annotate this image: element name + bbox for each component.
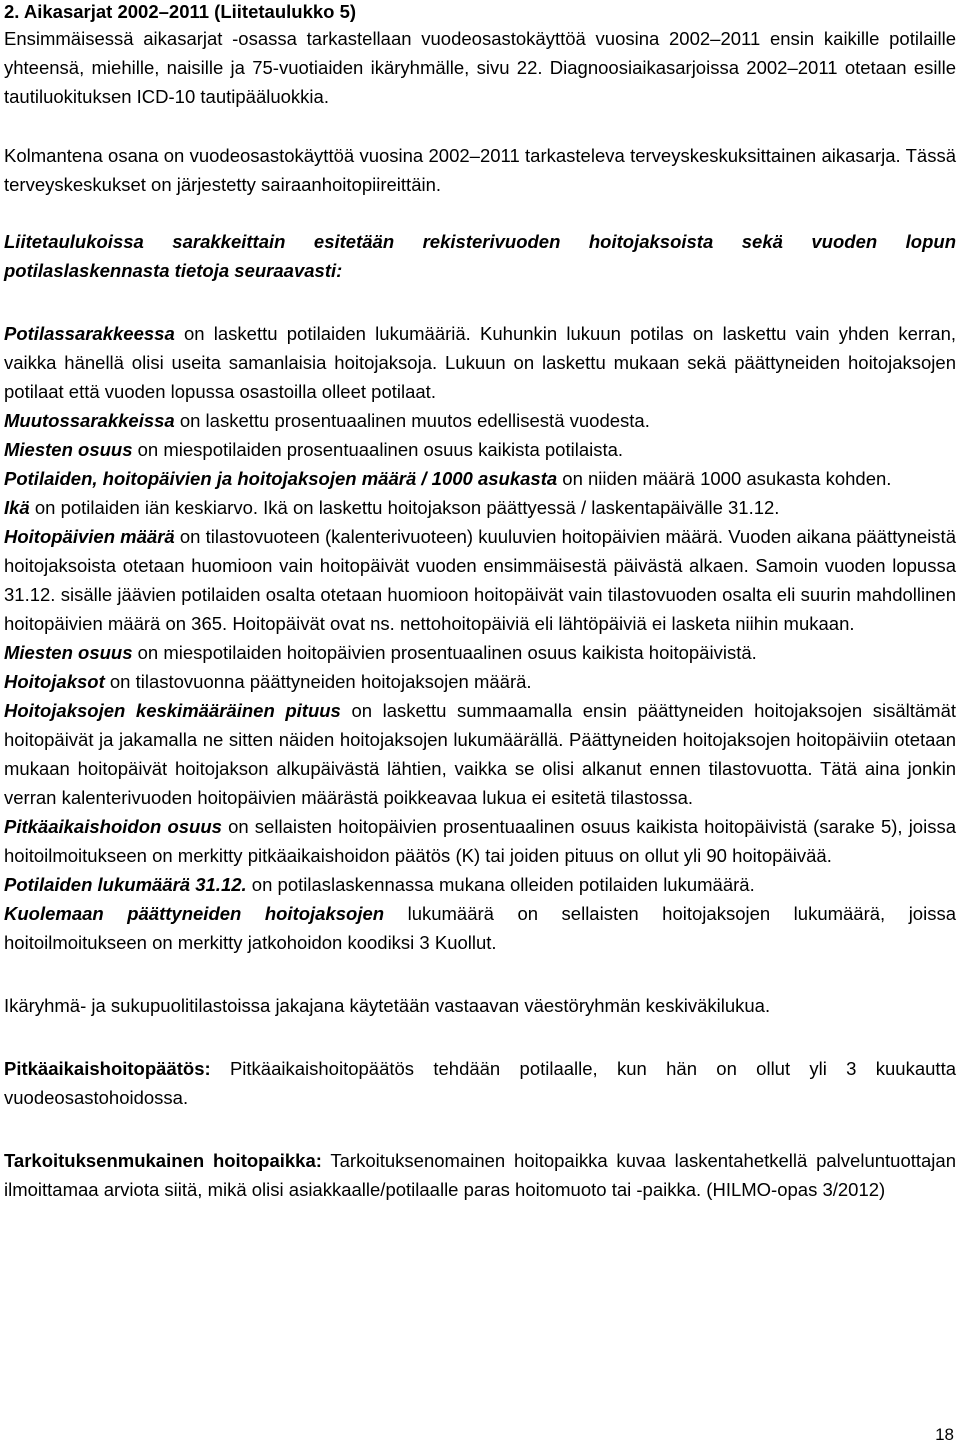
document-page	[4, 0, 956, 1204]
definition-paragraph	[4, 696, 956, 812]
definition-text: on tilastovuoteen (kalenterivuoteen) kuuluvien hoitopäivien määrä. Vuoden aikana päättyneistä hoitojaksoista otetaan huomioon vain hoitopäivät vuoden ensimmäisestä päivästä alkaen. Samoin vuoden lopussa 31.12. sisälle jäävien potilaiden osalta otetaan huomioon hoitopäivät vain tilastovuoden osalta eli suurin mahdollinen hoitopäivien määrä on 365. Hoitopäivät ovat ns. nettohoitopäiviä eli lähtöpäiviä ei lasketa niihin mukaan.	[4, 526, 956, 634]
definition-term: Potilaiden lukumäärä 31.12.	[4, 874, 247, 895]
definition-term: Hoitojaksot	[4, 671, 105, 692]
definition-text: on potilaiden iän keskiarvo. Ikä on laskettu hoitojakson päättyessä / laskentapäivälle 31.12.	[29, 497, 780, 518]
definition-text: on sellaisten hoitopäivien prosentuaalinen osuus kaikista hoitopäivistä (sarake 5), joissa hoitoilmoitukseen on merkitty pitkäaikaishoidon päätös (K) tai joiden pituus on ollut yli 90 hoitopäivää.	[4, 816, 956, 866]
definition-term: Ikä	[4, 497, 30, 518]
appropriate-place-term: Tarkoituksenmukainen hoitopaikka:	[4, 1150, 322, 1171]
definition-paragraph	[4, 493, 956, 522]
definition-text: on laskettu prosentuaalinen muutos edellisestä vuodesta.	[174, 410, 650, 431]
long-term-decision-paragraph	[4, 1054, 956, 1112]
definition-paragraph	[4, 522, 956, 638]
definition-term: Hoitojaksojen keskimääräinen pituus	[4, 700, 341, 721]
definition-term: Potilaiden, hoitopäivien ja hoitojaksojen määrä / 1000 asukasta	[4, 468, 558, 489]
age-groups-note: Ikäryhmä- ja sukupuolitilastoissa jakajana käytetään vastaavan väestöryhmän keskiväkilukua.	[4, 995, 771, 1016]
definition-text: on laskettu potilaiden lukumääriä. Kuhunkin lukuun potilas on laskettu vain yhden kerran, vaikka hänellä olisi useita samanlaisia hoitojaksoja. Lukuun on laskettu mukaan sekä päättyneiden hoitojaksojen potilaat että vuoden lopussa osastoilla olleet potilaat.	[4, 323, 956, 402]
definition-text: on miespotilaiden hoitopäivien prosentuaalinen osuus kaikista hoitopäivistä.	[132, 642, 757, 663]
definition-text: on laskettu summaamalla ensin päättyneiden hoitojaksojen sisältämät hoitopäivät ja jakamalla ne sitten näiden hoitojaksojen lukumäärällä. Päättyneiden hoitojaksojen hoitopäiviin otetaan mukaan hoitopäivät hoitojakson alkupäivästä lähtien, vaikka se olisi alkanut ennen tilastovuotta. Tätä aina jonkin verran kalenterivuoden hoitopäivien määrästä poikkeavaa lukua ei esitetä tilastossa.	[4, 700, 956, 808]
definition-text: on miespotilaiden prosentuaalinen osuus kaikista potilaista.	[132, 439, 624, 460]
definition-paragraph	[4, 435, 956, 464]
intro-paragraph: Ensimmäisessä aikasarjat -osassa tarkastellaan vuodeosastokäyttöä vuosina 2002–2011 ensin kaikille potilaille yhteensä, miehille, naisille ja 75-vuotiaiden ikäryhmälle, sivu 22. Diagnoosiaikasarjoissa 2002–2011 otetaan esille tautiluokituksen ICD-10 tautipääluokkia.	[4, 28, 956, 107]
long-term-decision-text: Pitkäaikaishoitopäätös tehdään potilaalle, kun hän on ollut yli 3 kuukautta vuodeosastohoidossa.	[4, 1058, 956, 1108]
definition-paragraph	[4, 899, 956, 957]
definition-term: Kuolemaan päättyneiden hoitojaksojen	[4, 903, 385, 924]
tables-intro-paragraph: Liitetaulukoissa sarakkeittain esitetään rekisterivuoden hoitojaksoista sekä vuoden lopun potilaslaskennasta tietoja seuraavasti:	[4, 231, 956, 281]
definition-term: Hoitopäivien määrä	[4, 526, 175, 547]
definition-text: lukumäärä on sellaisten hoitojaksojen lukumäärä, joissa hoitoilmoitukseen on merkitty jatkohoidon koodiksi 3 Kuollut.	[4, 903, 956, 953]
section-heading: 2. Aikasarjat 2002–2011 (Liitetaulukko 5)	[4, 1, 357, 22]
definitions-list	[4, 319, 956, 957]
definition-text: on potilaslaskennassa mukana olleiden potilaiden lukumäärä.	[246, 874, 755, 895]
page-number: 18	[935, 1425, 954, 1444]
definition-paragraph	[4, 870, 956, 899]
definition-text: on tilastovuonna päättyneiden hoitojaksojen määrä.	[104, 671, 532, 692]
definition-paragraph	[4, 464, 956, 493]
definition-term: Miesten osuus	[4, 642, 133, 663]
appropriate-place-paragraph	[4, 1146, 956, 1204]
definition-paragraph	[4, 667, 956, 696]
third-part-paragraph: Kolmantena osana on vuodeosastokäyttöä vuosina 2002–2011 tarkasteleva terveyskeskuksittainen aikasarja. Tässä terveyskeskukset on järjestetty sairaanhoitopiireittäin.	[4, 145, 956, 195]
long-term-decision-term: Pitkäaikaishoitopäätös:	[4, 1058, 211, 1079]
definition-paragraph	[4, 319, 956, 406]
definition-text: on niiden määrä 1000 asukasta kohden.	[557, 468, 892, 489]
definition-term: Potilassarakkeessa	[4, 323, 175, 344]
definition-paragraph	[4, 812, 956, 870]
definition-term: Miesten osuus	[4, 439, 133, 460]
appropriate-place-text: Tarkoituksenomainen hoitopaikka kuvaa laskentahetkellä palveluntuottajan ilmoittamaa arviota siitä, mikä olisi asiakkaalle/potilaalle paras hoitomuoto tai -paikka. (HILMO-opas 3/2012)	[4, 1150, 956, 1200]
definition-term: Pitkäaikaishoidon osuus	[4, 816, 222, 837]
definition-term: Muutossarakkeissa	[4, 410, 175, 431]
definition-paragraph	[4, 638, 956, 667]
definition-paragraph	[4, 406, 956, 435]
